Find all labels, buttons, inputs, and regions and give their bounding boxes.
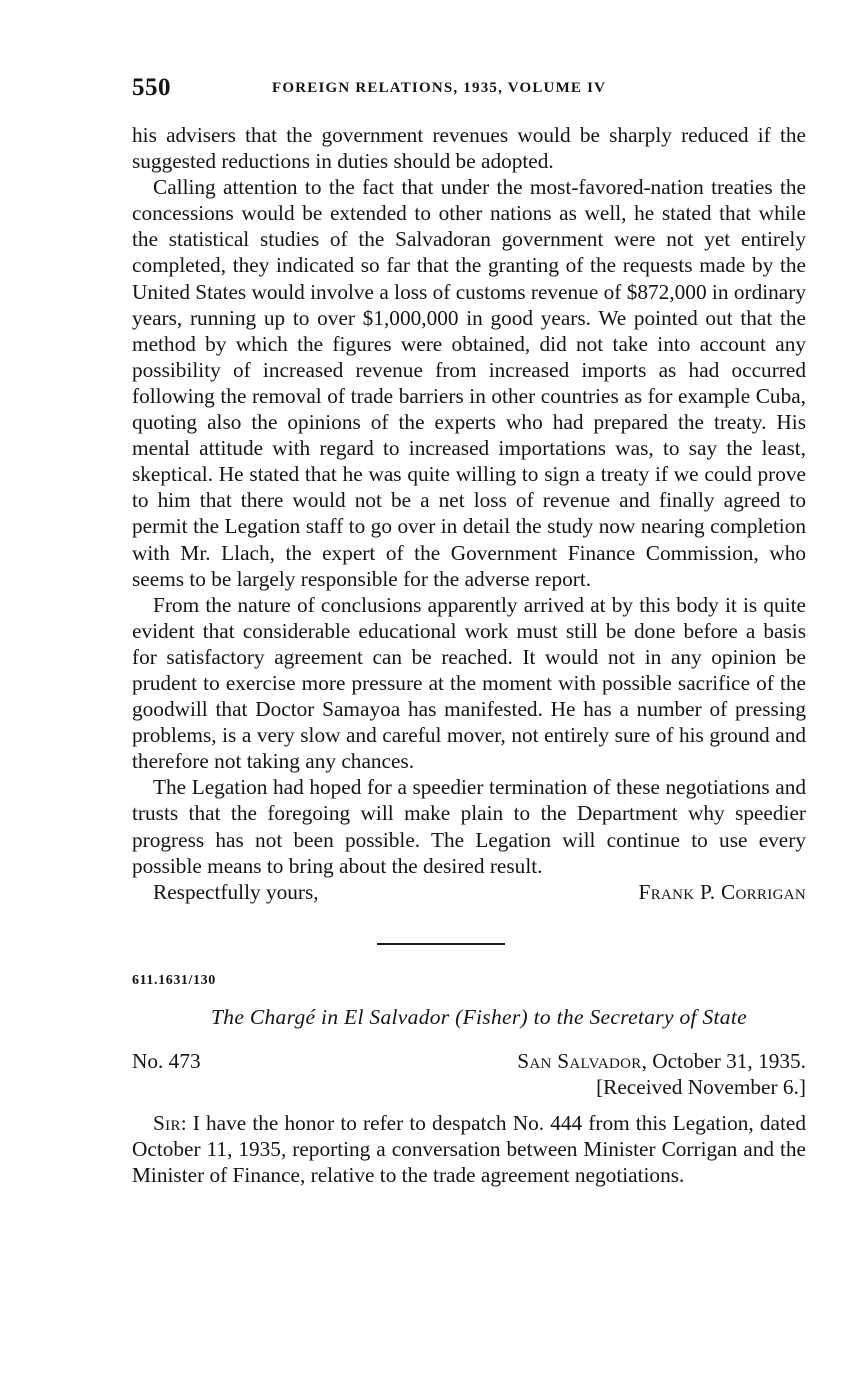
place-and-date (517, 1048, 806, 1074)
section-divider (377, 943, 505, 945)
place-name: San Salvador (517, 1048, 642, 1073)
file-number: 611.1631/130 (132, 972, 216, 988)
paragraph: Calling attention to the fact that under the most-favored-nation treaties the concessions would be extended to other nations as well, he stated that while the statistical studies of the Salvadoran government were not yet entirely completed, they indicated so far that the granting of the requests made by the United States would involve a loss of customs revenue of $872,000 in ordinary years, running up to over $1,000,000 in good years. We pointed out that the method by which the figures were obtained, did not take into account any possibility of increased revenue from increased imports as had occurred following the removal of trade barriers in other countries as for example Cuba, quoting also the opinions of the experts who had prepared the treaty. His mental attitude with regard to increased importations was, to say the least, skeptical. He stated that he was quite willing to sign a treaty if we could prove to him that there would not be a net loss of revenue and finally agreed to permit the Legation staff to go over in detail the study now nearing completion with Mr. Llach, the expert of the Government Finance Commission, who seems to be largely responsible for the adverse report. (132, 175, 806, 591)
signature: Frank P. Corrigan (638, 879, 806, 904)
paragraph-continued: his advisers that the government revenues would be sharply reduced if the suggested reductions in duties should be adopted. (132, 123, 806, 174)
received-note: [Received November 6.] (596, 1074, 806, 1099)
paragraph: The Legation had hoped for a speedier termination of these negotiations and trusts that the foregoing will make plain to the Department why speedier progress has not been possible. The Legation will continue to use every possible means to bring about the desired result. (132, 775, 806, 878)
date-text: , October 31, 1935. (641, 1048, 806, 1073)
letter-body (132, 122, 806, 879)
paragraph (132, 1110, 806, 1188)
despatch-body (132, 1110, 806, 1188)
running-header (132, 74, 806, 108)
document-heading: The Chargé in El Salvador (Fisher) to the Secretary of State (211, 1004, 747, 1029)
page-number: 550 (132, 74, 171, 101)
dateline (132, 1048, 806, 1100)
despatch-text: : I have the honor to refer to despatch No. 444 from this Legation, dated October 11, 1935, reporting a conversation between Minister Corrigan and the Minister of Finance, relative to the trade agreement negotiations. (132, 1110, 806, 1187)
page-content (132, 74, 806, 1188)
paragraph: From the nature of conclusions apparently arrived at by this body it is quite evident that considerable educational work must still be done before a basis for satisfactory agreement can be reached. It would not in any opinion be prudent to exercise more pressure at the moment with possible sacrifice of the goodwill that Doctor Samayoa has manifested. He has a number of pressing problems, is a very slow and careful mover, not entirely sure of his ground and therefore not taking any chances. (132, 592, 806, 774)
running-title: FOREIGN RELATIONS, 1935, VOLUME IV (272, 80, 607, 96)
letter-closing (132, 879, 806, 905)
despatch-number: No. 473 (132, 1048, 201, 1073)
complimentary-close: Respectfully yours, (153, 879, 319, 904)
salutation: Sir (153, 1110, 181, 1135)
